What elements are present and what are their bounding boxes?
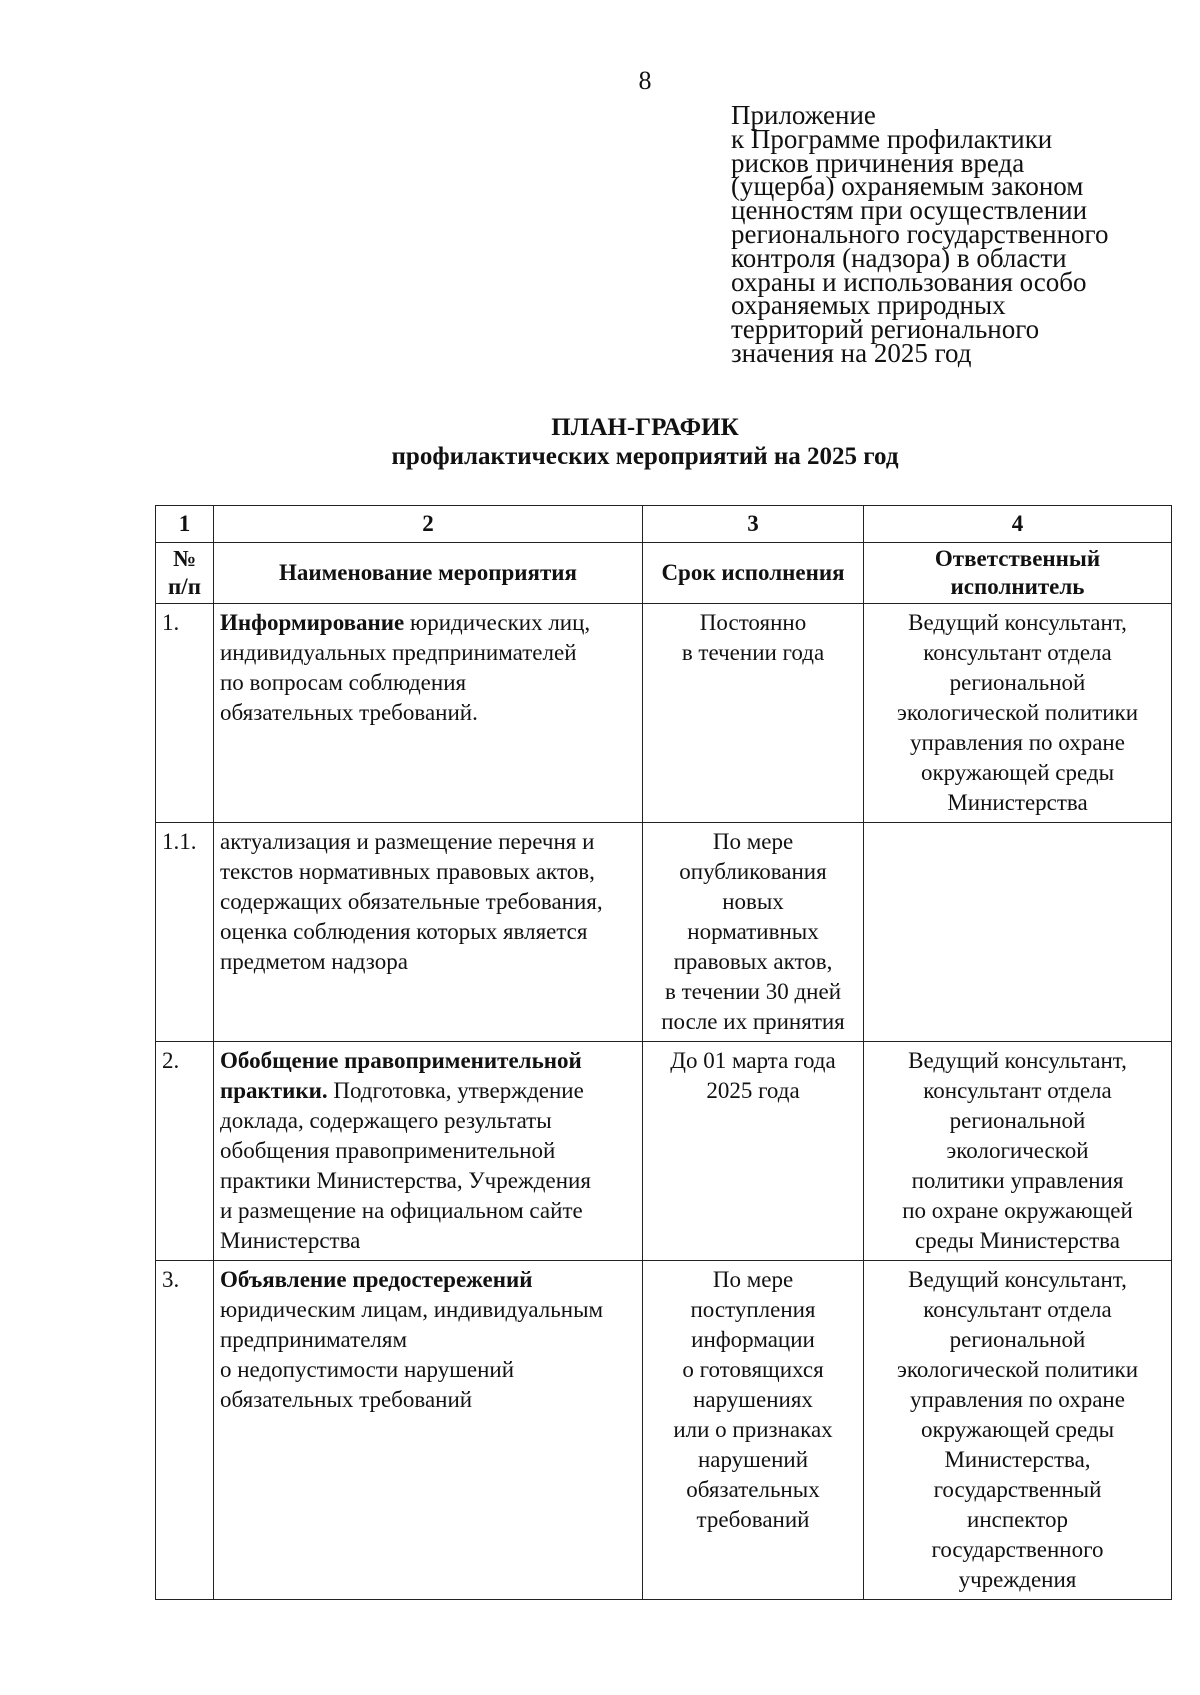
activity-text: обобщения правоприменительной [220, 1138, 556, 1163]
appendix-line: регионального государственного [731, 218, 1109, 249]
activity-bold: Обобщение правоприменительной [220, 1048, 582, 1073]
term-text: требований [696, 1507, 810, 1532]
responsible-text: Ведущий консультант, [908, 1048, 1127, 1073]
responsible-text: окружающей среды [920, 760, 1115, 785]
term-text: информации [691, 1327, 815, 1352]
title-line-2: профилактических мероприятий на 2025 год [391, 443, 899, 470]
row-number: 2. [156, 1042, 214, 1261]
responsible-text: политики управления [911, 1168, 1124, 1193]
activity-text: содержащих обязательные требования, [220, 889, 603, 914]
appendix-line: Приложение [731, 100, 876, 130]
term-text: обязательных [686, 1477, 820, 1502]
term-text: новых [722, 889, 784, 914]
appendix-line: рисков причинения вреда [731, 147, 1025, 178]
responsible-text: экологической [946, 1138, 1089, 1163]
activity-text: индивидуальных предпринимателей [220, 640, 577, 665]
responsible-cell [864, 1042, 1172, 1261]
term-cell [643, 604, 864, 823]
appendix-line: охраны и использования особо [731, 266, 1087, 297]
responsible-text: консультант отдела [923, 640, 1112, 665]
activity-bold: Объявление предостережений [220, 1267, 533, 1292]
term-cell [643, 1042, 864, 1261]
header-responsible [864, 543, 1172, 604]
document-title [0, 413, 1200, 471]
responsible-text: региональной [949, 1327, 1086, 1352]
activity-name [214, 604, 643, 823]
activity-text: оценка соблюдения которых является [220, 919, 588, 944]
row-number: 1.1. [156, 823, 214, 1042]
appendix-line: территорий регионального [731, 314, 1040, 345]
activity-text: юридическим лицам, индивидуальным [220, 1297, 604, 1322]
responsible-text: Ведущий консультант, [908, 1267, 1127, 1292]
term-text: о готовящихся [682, 1357, 824, 1382]
term-text: в течении года [681, 640, 825, 665]
activity-text: практики Министерства, Учреждения [220, 1168, 591, 1193]
responsible-cell [864, 604, 1172, 823]
responsible-text: Ведущий консультант, [908, 610, 1127, 635]
activity-text: Подготовка, утверждение [327, 1078, 584, 1103]
appendix-line: к Программе профилактики [731, 123, 1053, 154]
row-number: 3. [156, 1261, 214, 1600]
activity-bold: практики. [220, 1078, 328, 1103]
term-text: поступления [690, 1297, 816, 1322]
appendix-line: (ущерба) охраняемым законом [731, 171, 1084, 202]
table-row [156, 604, 1172, 823]
column-number: 2 [214, 506, 643, 543]
responsible-cell [864, 823, 1172, 1042]
term-text: правовых актов, [673, 949, 833, 974]
column-number: 1 [156, 506, 214, 543]
activity-text: актуализация и размещение перечня и [220, 829, 595, 854]
responsible-text: государственный [933, 1477, 1102, 1502]
column-number: 4 [864, 506, 1172, 543]
term-text: До 01 марта года [670, 1048, 836, 1073]
term-text: после их принятия [661, 1009, 845, 1034]
activity-name [214, 1261, 643, 1600]
activity-text: и размещение на официальном сайте [220, 1198, 583, 1223]
responsible-text: экологической политики [896, 1357, 1139, 1382]
header-num [156, 543, 214, 604]
responsible-text: учреждения [958, 1567, 1077, 1592]
activity-bold: Информирование [220, 610, 405, 635]
column-number: 3 [643, 506, 864, 543]
term-text: нарушениях [693, 1387, 813, 1412]
activity-text: о недопустимости нарушений [220, 1357, 515, 1382]
appendix-line: значения на 2025 год [731, 337, 972, 368]
responsible-text: государственного [931, 1537, 1104, 1562]
activity-text: предпринимателям [220, 1327, 408, 1352]
header-num-line: № [172, 546, 197, 571]
responsible-text: региональной [949, 1108, 1086, 1133]
activity-name [214, 1042, 643, 1261]
header-resp-line: Ответственный [934, 546, 1101, 571]
header-name: Наименование мероприятия [214, 543, 643, 604]
header-num-line: п/п [168, 574, 201, 599]
responsible-text: консультант отдела [923, 1078, 1112, 1103]
responsible-text: инспектор [967, 1507, 1068, 1532]
responsible-text: по охране окружающей [902, 1198, 1133, 1223]
responsible-cell [864, 1261, 1172, 1600]
term-text: в течении 30 дней [664, 979, 842, 1004]
activity-text: предметом надзора [220, 949, 408, 974]
table-row [156, 823, 1172, 1042]
term-text: или о признаках [673, 1417, 833, 1442]
appendix-line: охраняемых природных [731, 290, 1006, 321]
term-text: По мере [712, 1267, 794, 1292]
term-text: Постоянно [699, 610, 807, 635]
header-resp-line: исполнитель [950, 574, 1085, 599]
activity-name [214, 823, 643, 1042]
activity-text: обязательных требований. [220, 700, 478, 725]
term-text: нормативных [687, 919, 819, 944]
term-text: По мере [712, 829, 794, 854]
responsible-text: Министерства [947, 790, 1088, 815]
activity-text: юридических лиц, [404, 610, 591, 635]
page-number: 8 [638, 66, 652, 95]
activity-text: текстов нормативных правовых актов, [220, 859, 595, 884]
term-text: 2025 года [706, 1078, 800, 1103]
title-line-1: ПЛАН-ГРАФИК [551, 414, 739, 441]
activity-text: обязательных требований [220, 1387, 473, 1412]
plan-table [155, 505, 1172, 1600]
responsible-text: экологической политики [896, 700, 1139, 725]
appendix-line: контроля (надзора) в области [731, 242, 1067, 273]
responsible-text: Министерства, [944, 1447, 1091, 1472]
activity-text: по вопросам соблюдения [220, 670, 467, 695]
table-row [156, 1042, 1172, 1261]
term-text: нарушений [697, 1447, 809, 1472]
responsible-text: среды Министерства [915, 1228, 1120, 1253]
appendix-block [731, 100, 1171, 368]
responsible-text: управления по охране [910, 730, 1125, 755]
activity-text: доклада, содержащего результаты [220, 1108, 552, 1133]
responsible-text: окружающей среды [920, 1417, 1115, 1442]
term-cell [643, 823, 864, 1042]
responsible-text: консультант отдела [923, 1297, 1112, 1322]
activity-text: Министерства [220, 1228, 361, 1253]
row-number: 1. [156, 604, 214, 823]
term-cell [643, 1261, 864, 1600]
header-row [156, 543, 1172, 604]
responsible-text: региональной [949, 670, 1086, 695]
header-term: Срок исполнения [643, 543, 864, 604]
column-number-row [156, 506, 1172, 543]
appendix-line: ценностям при осуществлении [731, 195, 1088, 226]
responsible-text: управления по охране [910, 1387, 1125, 1412]
table-row [156, 1261, 1172, 1600]
term-text: опубликования [679, 859, 827, 884]
